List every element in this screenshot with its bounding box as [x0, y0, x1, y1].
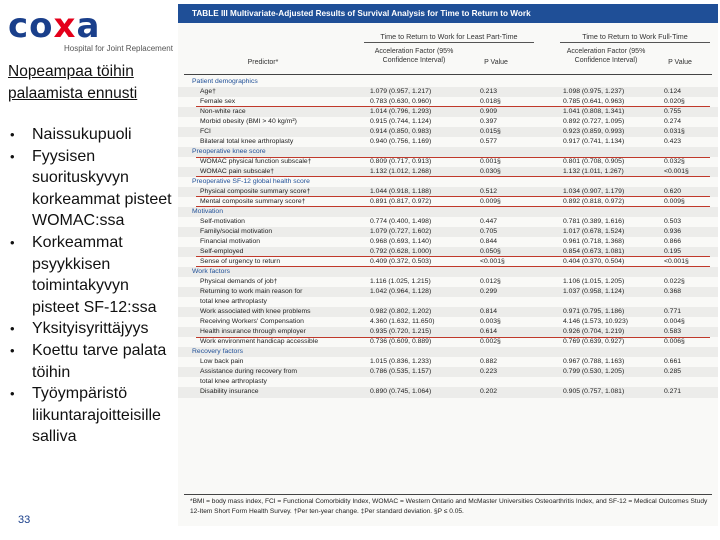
p-part-time-cell: 0.223: [480, 368, 498, 376]
af-full-time-cell: 0.967 (0.788, 1.163): [563, 358, 625, 366]
predictor-cell: Recovery factors: [192, 348, 243, 356]
af-full-time-cell: 0.961 (0.718, 1.368): [563, 238, 625, 246]
p-full-time-cell: 0.274: [664, 118, 682, 126]
bullet-item: • Työympäristö liikuntarajoitteisille salliva: [8, 383, 176, 448]
p-full-time-cell: 0.124: [664, 88, 682, 96]
table-row: [178, 307, 718, 317]
logo-wordmark: coxa: [8, 6, 101, 46]
predictor-cell: Disability insurance: [200, 388, 259, 396]
p-part-time-cell: 0.614: [480, 328, 498, 336]
coxa-logo: [6, 6, 176, 58]
p-full-time-cell: 0.661: [664, 358, 682, 366]
p-part-time-cell: 0.447: [480, 218, 498, 226]
p-part-time-cell: 0.299: [480, 288, 498, 296]
p-full-time-cell: 0.006§: [664, 338, 685, 346]
slide-heading: Nopeampaa töihin palaamista ennusti: [8, 63, 138, 102]
p-full-time-cell: 0.031§: [664, 128, 685, 136]
af-part-time-cell: 1.116 (1.025, 1.215): [370, 278, 431, 286]
p-part-time-cell: 0.015§: [480, 128, 501, 136]
table-row: [178, 87, 718, 97]
p-part-time-cell: 0.050§: [480, 248, 501, 256]
p-part-time-cell: 0.882: [480, 358, 498, 366]
table-row: [178, 257, 718, 267]
table-row: [178, 277, 718, 287]
predictor-cell: Motivation: [192, 208, 223, 216]
predictor-cell: Health insurance through employer: [200, 328, 306, 336]
af-full-time-cell: 0.769 (0.639, 0.927): [563, 338, 625, 346]
bullet-list: [8, 124, 176, 448]
af-full-time-cell: 0.801 (0.708, 0.905): [563, 158, 625, 166]
header-p-1: P Value: [484, 59, 508, 66]
bullet-item: • Fyysisen suorituskyvyn korkeammat pisteet WOMAC:ssa: [8, 146, 176, 232]
af-full-time-cell: 0.971 (0.795, 1.186): [563, 308, 625, 316]
table-row: [178, 107, 718, 117]
p-full-time-cell: 0.583: [664, 328, 682, 336]
p-full-time-cell: 0.771: [664, 308, 682, 316]
table-row: [178, 327, 718, 337]
table-row: [178, 137, 718, 147]
af-full-time-cell: 0.785 (0.641, 0.963): [563, 98, 625, 106]
p-full-time-cell: 0.271: [664, 388, 682, 396]
header-group-rule: [560, 42, 710, 43]
predictor-cell: Preoperative knee score: [192, 148, 266, 156]
af-full-time-cell: 0.781 (0.389, 1.616): [563, 218, 625, 226]
p-full-time-cell: <0.001§: [664, 168, 689, 176]
p-part-time-cell: 0.009§: [480, 198, 501, 206]
table-row: [178, 317, 718, 327]
af-part-time-cell: 1.014 (0.796, 1.293): [370, 108, 432, 116]
p-part-time-cell: 0.002§: [480, 338, 501, 346]
header-af-1: Acceleration Factor (95% Confidence Interval): [374, 48, 454, 64]
page-number: 33: [18, 514, 31, 526]
af-part-time-cell: 0.935 (0.720, 1.215): [370, 328, 432, 336]
af-part-time-cell: 1.079 (0.727, 1.602): [370, 228, 432, 236]
p-full-time-cell: 0.368: [664, 288, 682, 296]
p-part-time-cell: 0.844: [480, 238, 498, 246]
predictor-cell: Preoperative SF-12 global health score: [192, 178, 310, 186]
af-part-time-cell: 0.940 (0.756, 1.169): [370, 138, 432, 146]
bullet-item: • Korkeammat psyykkisen toimintakyvyn pisteet SF-12:ssa: [8, 232, 176, 318]
table-section-row: [178, 147, 718, 157]
p-part-time-cell: 0.202: [480, 388, 498, 396]
predictor-cell: Financial motivation: [200, 238, 261, 246]
p-full-time-cell: 0.936: [664, 228, 682, 236]
p-part-time-cell: 0.018§: [480, 98, 501, 106]
predictor-cell: Assistance during recovery from: [200, 368, 298, 376]
logo-subtitle: Hospital for Joint Replacement: [64, 44, 173, 53]
predictor-cell: total knee arthroplasty: [200, 298, 267, 306]
table-section-row: [178, 267, 718, 277]
table-section-row: [178, 177, 718, 187]
af-part-time-cell: 1.042 (0.964, 1.128): [370, 288, 432, 296]
p-full-time-cell: 0.022§: [664, 278, 685, 286]
table-row: [178, 97, 718, 107]
predictor-cell: Work associated with knee problems: [200, 308, 311, 316]
predictor-cell: Physical demands of job†: [200, 278, 278, 286]
bullet-item: • Naissukupuoli: [8, 124, 176, 146]
af-full-time-cell: 0.404 (0.370, 0.504): [563, 258, 625, 266]
table-row: [178, 187, 718, 197]
header-rule: [184, 74, 712, 75]
table-row: [178, 157, 718, 167]
af-part-time-cell: 0.792 (0.628, 1.000): [370, 248, 432, 256]
predictor-cell: WOMAC pain subscale†: [200, 168, 275, 176]
af-full-time-cell: 1.017 (0.678, 1.524): [563, 228, 625, 236]
header-af-2: Acceleration Factor (95% Confidence Interval): [566, 48, 646, 64]
af-part-time-cell: 0.774 (0.400, 1.498): [370, 218, 432, 226]
af-part-time-cell: 0.968 (0.693, 1.140): [370, 238, 432, 246]
p-full-time-cell: <0.001§: [664, 258, 689, 266]
table-row: [178, 227, 718, 237]
predictor-cell: Female sex: [200, 98, 236, 106]
af-part-time-cell: 0.809 (0.717, 0.913): [370, 158, 432, 166]
p-part-time-cell: 0.705: [480, 228, 498, 236]
table-row: [178, 167, 718, 177]
af-part-time-cell: 0.409 (0.372, 0.503): [370, 258, 432, 266]
af-full-time-cell: 1.106 (1.015, 1.205): [563, 278, 625, 286]
af-full-time-cell: 4.146 (1.573, 10.923): [563, 318, 628, 326]
table-section-row: [178, 77, 718, 87]
p-full-time-cell: 0.009§: [664, 198, 685, 206]
table-row: [178, 297, 718, 307]
table-row: [178, 357, 718, 367]
table-row: [178, 117, 718, 127]
af-full-time-cell: 1.098 (0.975, 1.237): [563, 88, 625, 96]
table-section-row: [178, 347, 718, 357]
p-part-time-cell: 0.397: [480, 118, 498, 126]
af-part-time-cell: 4.360 (1.632, 11.650): [370, 318, 435, 326]
predictor-cell: Self-motivation: [200, 218, 245, 226]
af-full-time-cell: 0.799 (0.530, 1.205): [563, 368, 625, 376]
table-row: [178, 367, 718, 377]
af-full-time-cell: 0.923 (0.859, 0.993): [563, 128, 625, 136]
table-body: [178, 77, 718, 398]
af-part-time-cell: 0.982 (0.802, 1.202): [370, 308, 432, 316]
p-part-time-cell: <0.001§: [480, 258, 505, 266]
header-group-full-time: Time to Return to Work Full-Time: [582, 32, 688, 41]
predictor-cell: Returning to work main reason for: [200, 288, 303, 296]
predictor-cell: Non-white race: [200, 108, 246, 116]
p-full-time-cell: 0.866: [664, 238, 682, 246]
af-full-time-cell: 1.041 (0.808, 1.341): [563, 108, 625, 116]
predictor-cell: Receiving Workers' Compensation: [200, 318, 304, 326]
header-group-part-time: Time to Return to Work for Least Part-Time: [380, 32, 518, 41]
p-part-time-cell: 0.512: [480, 188, 498, 196]
af-part-time-cell: 1.079 (0.957, 1.217): [370, 88, 432, 96]
p-part-time-cell: 0.213: [480, 88, 498, 96]
af-full-time-cell: 1.132 (1.011, 1.267): [563, 168, 624, 176]
af-full-time-cell: 1.037 (0.958, 1.124): [563, 288, 625, 296]
table-row: [178, 387, 718, 397]
p-full-time-cell: 0.423: [664, 138, 682, 146]
p-part-time-cell: 0.814: [480, 308, 498, 316]
table-header: [178, 28, 718, 76]
p-full-time-cell: 0.620: [664, 188, 682, 196]
p-full-time-cell: 0.755: [664, 108, 682, 116]
predictor-cell: Age†: [200, 88, 216, 96]
af-part-time-cell: 1.044 (0.918, 1.188): [370, 188, 432, 196]
results-table: [178, 4, 718, 526]
predictor-cell: total knee arthroplasty: [200, 378, 267, 386]
table-row: [178, 197, 718, 207]
table-row: [178, 337, 718, 347]
p-full-time-cell: 0.004§: [664, 318, 685, 326]
p-full-time-cell: 0.032§: [664, 158, 685, 166]
predictor-cell: WOMAC physical function subscale†: [200, 158, 312, 166]
predictor-cell: Work environment handicap accessible: [200, 338, 319, 346]
table-row: [178, 237, 718, 247]
table-footnote: *BMI = body mass index, FCI = Functional Comorbidity Index, WOMAC = Western Ontario and McMaster Universities Osteoarthritis Index, and SF-12 = Medical Outcomes Study 12-Item Short Form Health Survey. †Per ten-year change. ‡Per standard deviation. §P ≤ 0.05.: [190, 498, 708, 515]
p-part-time-cell: 0.001§: [480, 158, 501, 166]
p-full-time-cell: 0.503: [664, 218, 682, 226]
p-part-time-cell: 0.577: [480, 138, 498, 146]
predictor-cell: Mental composite summary score†: [200, 198, 306, 206]
af-full-time-cell: 0.854 (0.673, 1.081): [563, 248, 625, 256]
p-full-time-cell: 0.020§: [664, 98, 685, 106]
header-p-2: P Value: [668, 59, 692, 66]
predictor-cell: Low back pain: [200, 358, 244, 366]
table-row: [178, 377, 718, 387]
af-part-time-cell: 0.891 (0.817, 0.972): [370, 198, 432, 206]
bullet-item: • Yksityisyrittäjyys: [8, 318, 176, 340]
table-title: TABLE III Multivariate-Adjusted Results of Survival Analysis for Time to Return to Work: [178, 4, 718, 23]
af-part-time-cell: 0.786 (0.535, 1.157): [370, 368, 432, 376]
bullet-item: • Koettu tarve palata töihin: [8, 340, 176, 383]
p-part-time-cell: 0.030§: [480, 168, 501, 176]
footer-rule: [184, 494, 712, 495]
p-full-time-cell: 0.285: [664, 368, 682, 376]
af-part-time-cell: 0.736 (0.609, 0.889): [370, 338, 432, 346]
af-full-time-cell: 0.892 (0.727, 1.095): [563, 118, 625, 126]
predictor-cell: Family/social motivation: [200, 228, 273, 236]
af-full-time-cell: 0.926 (0.704, 1.219): [563, 328, 625, 336]
predictor-cell: Bilateral total knee arthroplasty: [200, 138, 294, 146]
af-part-time-cell: 1.132 (1.012, 1.268): [370, 168, 432, 176]
table-row: [178, 217, 718, 227]
af-full-time-cell: 0.905 (0.757, 1.081): [563, 388, 625, 396]
predictor-cell: Self-employed: [200, 248, 244, 256]
header-predictor: Predictor*: [247, 59, 279, 66]
af-part-time-cell: 0.914 (0.850, 0.983): [370, 128, 432, 136]
p-part-time-cell: 0.012§: [480, 278, 501, 286]
p-part-time-cell: 0.909: [480, 108, 498, 116]
predictor-cell: FCI: [200, 128, 211, 136]
af-full-time-cell: 0.892 (0.818, 0.972): [563, 198, 625, 206]
table-row: [178, 247, 718, 257]
predictor-cell: Morbid obesity (BMI > 40 kg/m²): [200, 118, 297, 126]
af-part-time-cell: 0.890 (0.745, 1.064): [370, 388, 432, 396]
af-part-time-cell: 1.015 (0.836, 1.233): [370, 358, 432, 366]
af-full-time-cell: 0.917 (0.741, 1.134): [563, 138, 625, 146]
predictor-cell: Patient demographics: [192, 78, 258, 85]
af-part-time-cell: 0.783 (0.630, 0.960): [370, 98, 432, 106]
header-group-rule: [364, 42, 534, 43]
table-section-row: [178, 207, 718, 217]
p-full-time-cell: 0.195: [664, 248, 682, 256]
p-part-time-cell: 0.003§: [480, 318, 501, 326]
table-row: [178, 127, 718, 137]
predictor-cell: Physical composite summary score†: [200, 188, 311, 196]
af-full-time-cell: 1.034 (0.907, 1.179): [563, 188, 625, 196]
af-part-time-cell: 0.915 (0.744, 1.124): [370, 118, 432, 126]
predictor-cell: Sense of urgency to return: [200, 258, 281, 266]
table-row: [178, 287, 718, 297]
predictor-cell: Work factors: [192, 268, 231, 276]
